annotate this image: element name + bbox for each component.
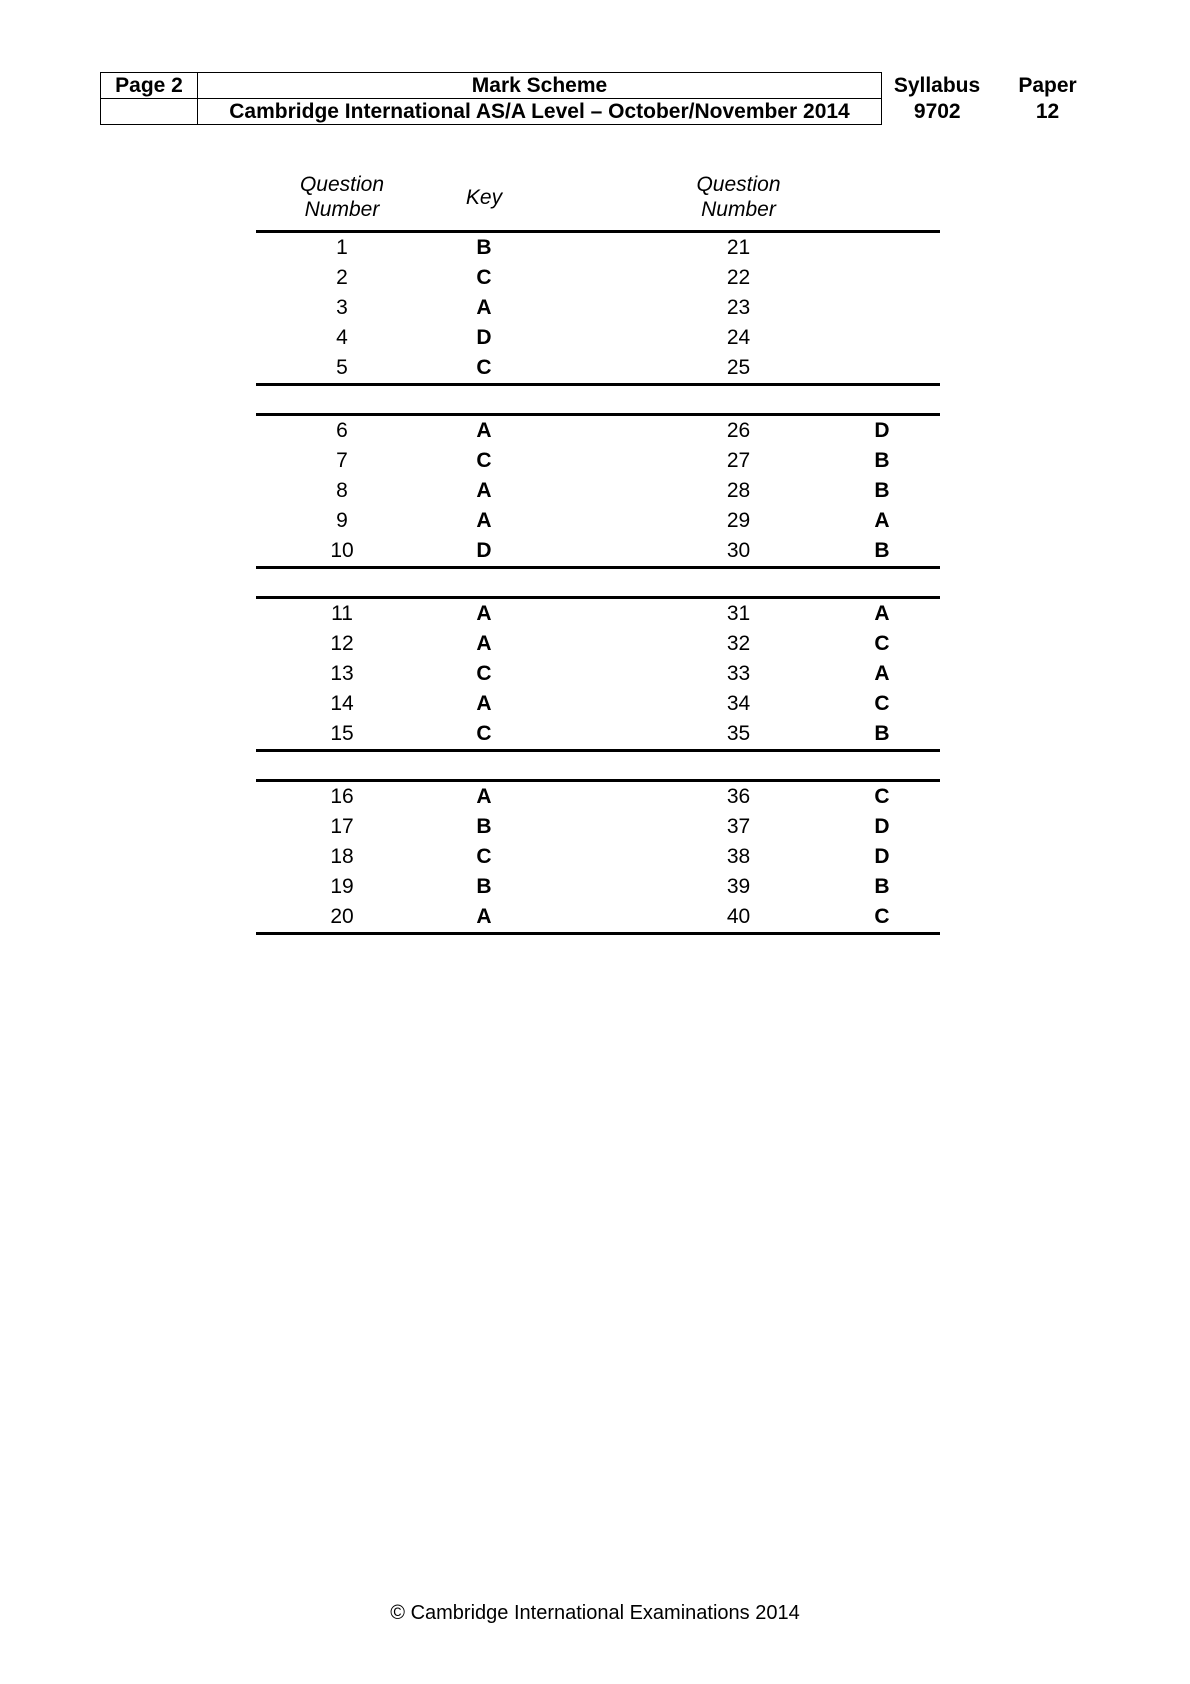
table-row (256, 872, 940, 902)
gap-cell (540, 689, 653, 719)
page-number: Page 2 (101, 73, 198, 99)
copyright-footer: © Cambridge International Examinations 2014 (390, 1602, 800, 1624)
answer-key: C (874, 692, 890, 715)
question-number: 35 (653, 719, 824, 751)
answer-key: A (476, 509, 492, 532)
answer-key (824, 293, 940, 323)
gap-cell (540, 506, 653, 536)
question-number-header: Question Number (256, 170, 428, 232)
answer-key: B (874, 875, 890, 898)
answer-key: C (874, 785, 890, 808)
question-number: 33 (726, 662, 751, 685)
table-row (256, 446, 940, 476)
gap-cell (540, 415, 653, 447)
answer-key: C (476, 845, 492, 868)
answer-key: B (824, 536, 940, 568)
answer-key: A (428, 902, 540, 934)
syllabus-code: 9702 (913, 100, 961, 123)
gap-cell (540, 629, 653, 659)
question-number: 24 (726, 326, 751, 349)
table-row (256, 598, 940, 630)
table-row (256, 719, 940, 751)
table-row (256, 415, 940, 447)
answer-key (824, 353, 940, 385)
answer-key: C (428, 719, 540, 751)
gap-cell (540, 353, 653, 385)
question-number: 4 (336, 326, 348, 349)
answer-key: B (476, 875, 492, 898)
answer-key: A (476, 296, 492, 319)
key-header-2 (824, 170, 940, 232)
answer-key-body (256, 232, 940, 934)
question-number: 26 (726, 419, 751, 442)
answer-key: A (476, 419, 492, 442)
table-row (256, 689, 940, 719)
answer-key: A (476, 785, 492, 808)
gap-cell (540, 872, 653, 902)
answer-key: C (874, 632, 890, 655)
gap-cell (540, 598, 653, 630)
question-number: 11 (331, 602, 353, 625)
answer-key (256, 170, 940, 935)
gap-cell (540, 902, 653, 934)
question-number: 6 (336, 419, 348, 442)
answer-key: D (874, 419, 890, 442)
question-number: 8 (336, 479, 348, 502)
question-number: 37 (726, 815, 751, 838)
gap-cell (540, 263, 653, 293)
question-number: 29 (726, 509, 751, 532)
answer-key: A (476, 602, 492, 625)
answer-key: D (428, 536, 540, 568)
answer-key: D (874, 845, 890, 868)
gap-cell (540, 659, 653, 689)
answer-key: D (874, 815, 890, 838)
gap-cell (540, 293, 653, 323)
gap-cell (540, 232, 653, 264)
answer-key: B (824, 719, 940, 751)
question-number-header-2: Question Number (653, 170, 824, 232)
question-number: 17 (330, 815, 354, 838)
table-row (256, 536, 940, 568)
question-number: 40 (653, 902, 824, 934)
question-number: 23 (726, 296, 751, 319)
question-number: 15 (256, 719, 428, 751)
question-number: 14 (330, 692, 354, 715)
answer-key: B (476, 236, 492, 259)
answer-key: A (874, 602, 890, 625)
question-number: 9 (336, 509, 348, 532)
question-number: 12 (330, 632, 354, 655)
question-number: 27 (726, 449, 751, 472)
question-number: 31 (726, 602, 751, 625)
document-title: Mark Scheme (198, 73, 882, 99)
table-row (256, 842, 940, 872)
question-number: 32 (726, 632, 751, 655)
question-number: 3 (336, 296, 348, 319)
question-number: 22 (726, 266, 751, 289)
gap-cell (540, 812, 653, 842)
key-header: Key (428, 170, 540, 232)
question-number: 19 (330, 875, 354, 898)
question-number: 20 (256, 902, 428, 934)
table-row (256, 232, 940, 264)
question-number: 18 (330, 845, 354, 868)
answer-key: C (428, 353, 540, 385)
answer-key: A (476, 479, 492, 502)
block-separator (256, 385, 940, 415)
gap-cell (540, 536, 653, 568)
answer-key: A (476, 692, 492, 715)
syllabus-label: Syllabus (893, 74, 981, 97)
answer-key-header-row (256, 170, 940, 232)
answer-key (824, 263, 940, 293)
answer-key: C (476, 662, 492, 685)
question-number: 25 (653, 353, 824, 385)
answer-key: B (476, 815, 492, 838)
gap-cell (540, 842, 653, 872)
table-row (256, 323, 940, 353)
question-number: 16 (330, 785, 354, 808)
paper-number: 12 (1035, 100, 1060, 123)
table-row (256, 506, 940, 536)
answer-key: C (824, 902, 940, 934)
question-number: 13 (330, 662, 354, 685)
gap-cell (540, 719, 653, 751)
table-row (256, 812, 940, 842)
document-header (100, 72, 1103, 125)
question-number: 21 (726, 236, 751, 259)
page-number-blank (101, 99, 198, 125)
question-number: 2 (336, 266, 348, 289)
paper-label: Paper (1018, 74, 1077, 97)
table-row (256, 659, 940, 689)
answer-key (824, 232, 940, 264)
answer-key: B (874, 479, 890, 502)
table-row (256, 781, 940, 813)
block-separator (256, 751, 940, 781)
answer-key: B (874, 449, 890, 472)
answer-key: A (874, 662, 890, 685)
question-number: 34 (726, 692, 751, 715)
answer-key-table (256, 170, 940, 935)
answer-key: A (874, 509, 890, 532)
answer-key (824, 323, 940, 353)
gap-cell (540, 323, 653, 353)
question-number: 7 (336, 449, 348, 472)
table-row (256, 353, 940, 385)
answer-key: D (476, 326, 492, 349)
question-number: 39 (726, 875, 751, 898)
question-number: 38 (726, 845, 751, 868)
document-subtitle: Cambridge International AS/A Level – October/November 2014 (198, 99, 882, 125)
gap-cell (540, 446, 653, 476)
table-row (256, 476, 940, 506)
question-number: 5 (256, 353, 428, 385)
table-row (256, 629, 940, 659)
block-separator (256, 568, 940, 598)
question-number: 36 (726, 785, 751, 808)
table-row (256, 263, 940, 293)
answer-key: A (476, 632, 492, 655)
question-number: 1 (336, 236, 348, 259)
answer-key: C (476, 266, 492, 289)
gap-cell (540, 781, 653, 813)
gap-header (540, 170, 653, 232)
table-row (256, 293, 940, 323)
question-number: 10 (256, 536, 428, 568)
question-number: 28 (726, 479, 751, 502)
question-number: 30 (653, 536, 824, 568)
answer-key: C (476, 449, 492, 472)
table-row (256, 902, 940, 934)
gap-cell (540, 476, 653, 506)
